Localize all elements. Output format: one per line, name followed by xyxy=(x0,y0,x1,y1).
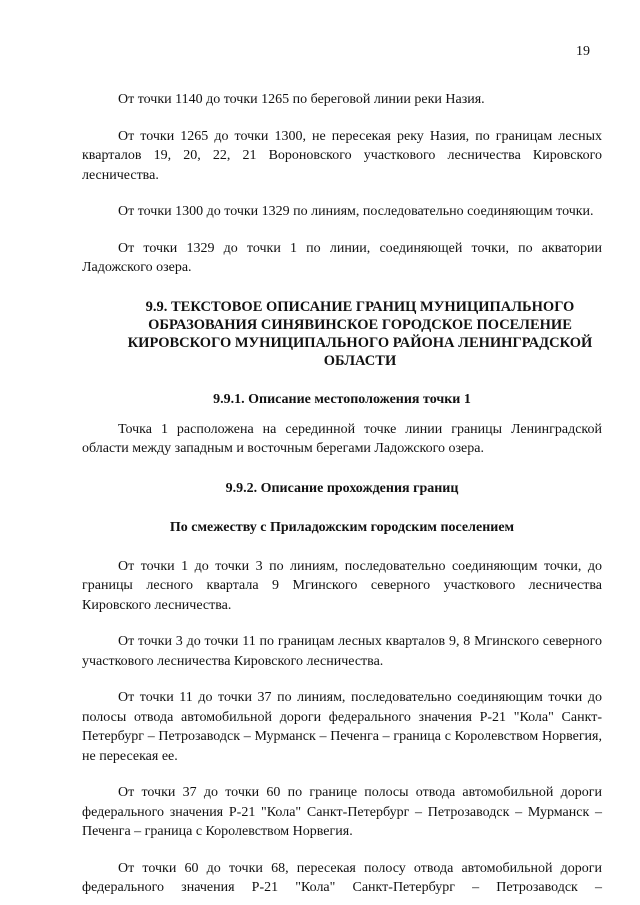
paragraph-1: От точки 1140 до точки 1265 по береговой линии реки Назия. xyxy=(118,92,485,107)
boundary-paragraph-2: От точки 3 до точки 11 по границам лесных кварталов 9, 8 Мгинского северного участкового лесничества Кировского лесничества. xyxy=(82,634,602,669)
subsection-heading-location: 9.9.1. Описание местоположения точки 1 xyxy=(213,391,471,407)
subsection-heading-boundaries: 9.9.2. Описание прохождения границ xyxy=(225,480,459,496)
boundary-paragraph-4: От точки 37 до точки 60 по границе полосы отвода автомобильной дороги федерального значения Р-21 "Кола" Санкт-Петербург – Петрозаводск – Мурманск – Печенга – граница с Королевством Норвегия. xyxy=(82,785,602,839)
boundary-paragraph-5: От точки 60 до точки 68, пересекая полосу отвода автомобильной дороги федерального значения Р-21 "Кола" Санкт-Петербург – Петрозаводск – xyxy=(82,860,602,895)
section-heading: 9.9. ТЕКСТОВОЕ ОПИСАНИЕ ГРАНИЦ МУНИЦИПАЛЬНОГО ОБРАЗОВАНИЯ СИНЯВИНСКОЕ ГОРОДСКОЕ ПОСЕЛЕНИЕ КИРОВСКОГО МУНИЦИПАЛЬНОГО РАЙОНА ЛЕНИНГРАДСКОЙ ОБЛАСТИ xyxy=(127,298,593,369)
location-paragraph: Точка 1 расположена на серединной точке линии границы Ленинградской области между западным и восточным берегами Ладожского озера. xyxy=(82,421,602,456)
paragraph-4: От точки 1329 до точки 1 по линии, соединяющей точки, по акватории Ладожского озера. xyxy=(82,240,602,275)
adjacency-heading: По смежеству с Приладожским городским поселением xyxy=(169,519,515,535)
paragraph-2: От точки 1265 до точки 1300, не пересекая реку Назия, по границам лесных кварталов 19, 20, 22, 21 Вороновского участкового лесничества Кировского лесничества. xyxy=(82,128,602,183)
page-number: 19 xyxy=(576,44,590,59)
paragraph-3: От точки 1300 до точки 1329 по линиям, последовательно соединяющим точки. xyxy=(118,204,594,219)
boundary-paragraph-3: От точки 11 до точки 37 по линиям, последовательно соединяющим точки до полосы отвода автомобильной дороги федерального значения Р-21 "Кола" Санкт-Петербург – Петрозаводск – Мурманск – Печенга – граница с Королевством Норвегия, не пересекая ее. xyxy=(82,690,602,764)
boundary-paragraph-1: От точки 1 до точки 3 по линиям, последовательно соединяющим точки, до границы лесного квартала 9 Мгинского северного участкового лесничества Кировского лесничества. xyxy=(82,558,602,613)
page-content xyxy=(82,90,602,898)
